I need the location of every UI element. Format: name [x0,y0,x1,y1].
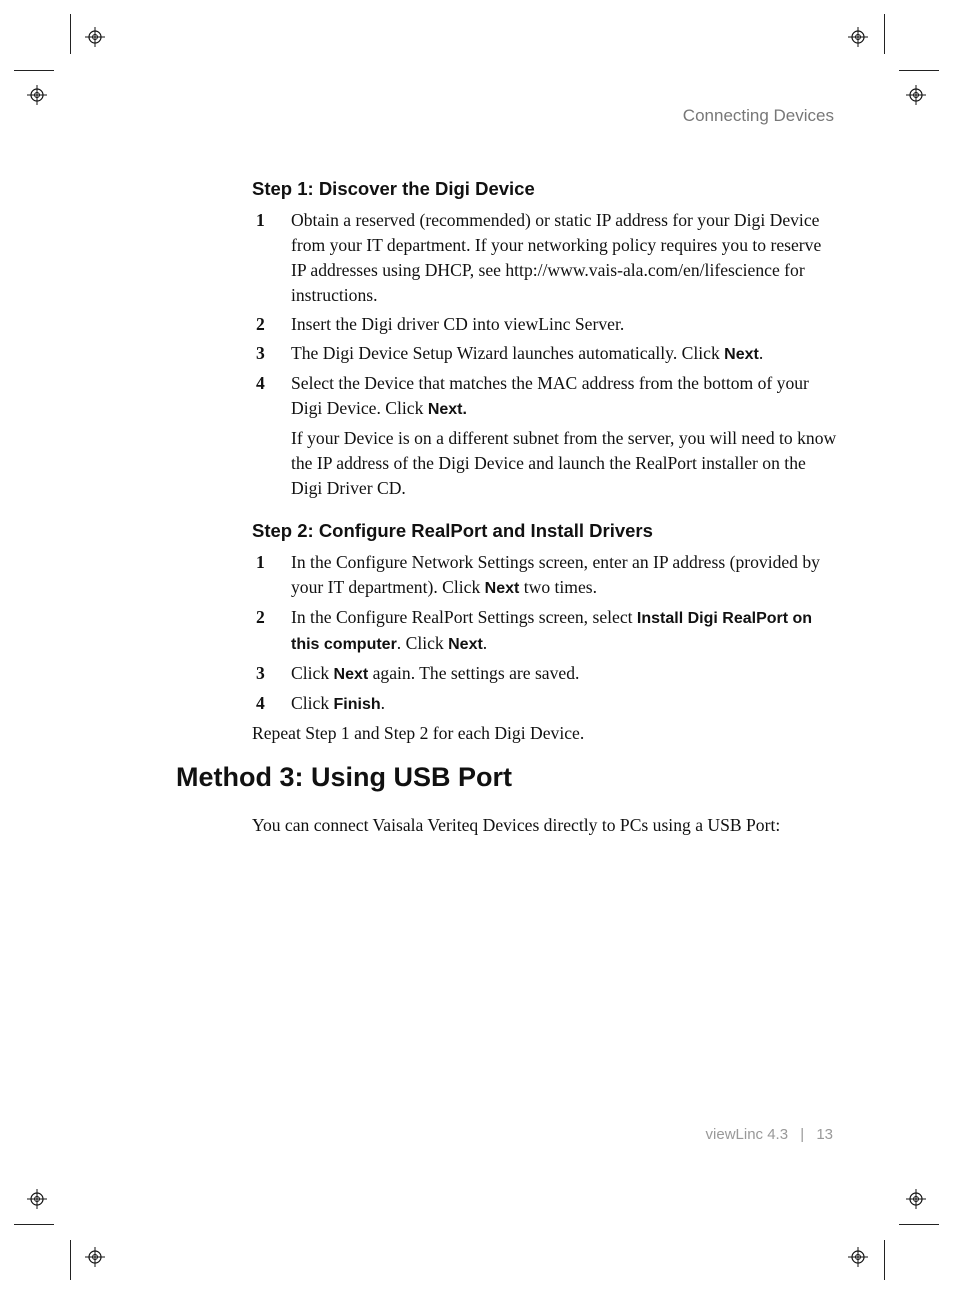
registration-mark-icon [848,1247,868,1267]
ui-label-next: Next. [427,401,467,418]
ui-label-finish: Finish [333,696,381,713]
step-text: Click Finish. [291,693,386,713]
running-header: Connecting Devices [682,106,834,125]
page-number: 13 [816,1126,833,1143]
step1-note: If your Device is on a different subnet from the server, you will need to know the IP address of the Digi Device and launch the RealPort installer on the Digi Driver CD. [291,428,837,498]
step-number: 2 [256,607,265,627]
step1-item-2 [252,312,837,337]
step2-item-4 [252,691,837,717]
step-number: 1 [256,210,265,230]
ui-label-next: Next [724,346,759,363]
registration-mark-icon [27,85,47,105]
registration-mark-icon [848,27,868,47]
ui-label-install-digi-realport: Install Digi RealPort on this computer [291,610,813,653]
step-text: Select the Device that matches the MAC address from the bottom of your Digi Device. Click Next. [291,373,809,418]
ui-label-next: Next [484,580,520,597]
step-number: 4 [256,693,265,713]
page-content [252,178,837,746]
step-number: 3 [256,343,265,363]
step1-item-4 [252,371,837,422]
step-number: 4 [256,373,265,393]
step1-item-1 [252,208,837,308]
step2-item-1 [252,550,837,601]
step2-item-2 [252,605,837,657]
step2-heading: Step 2: Configure RealPort and Install Drivers [252,520,653,541]
step1-item-3 [252,341,837,367]
footer-separator: | [800,1126,805,1143]
footer-product: viewLinc 4.3 [705,1126,789,1143]
registration-mark-icon [85,27,105,47]
ui-label-next: Next [448,636,483,653]
step-number: 1 [256,552,265,572]
step-text: In the Configure Network Settings screen, enter an IP address (provided by your IT department). Click Next two times. [291,552,820,597]
method3-heading: Method 3: Using USB Port [176,762,512,792]
registration-mark-icon [906,1189,926,1209]
step-number: 2 [256,314,265,334]
step1-heading: Step 1: Discover the Digi Device [252,178,535,199]
method3-intro: You can connect Vaisala Veriteq Devices directly to PCs using a USB Port: [252,815,781,835]
registration-mark-icon [27,1189,47,1209]
step-text: The Digi Device Setup Wizard launches automatically. Click Next. [291,343,764,363]
step-text: Click Next again. The settings are saved. [291,663,580,683]
step2-item-3 [252,661,837,687]
registration-mark-icon [85,1247,105,1267]
step-text: In the Configure RealPort Settings screen, select Install Digi RealPort on this computer. Click Next. [291,607,813,653]
step-text: Obtain a reserved (recommended) or static IP address for your Digi Device from your IT department. If your networking policy requires you to reserve IP addresses using DHCP, see http://www.vais-ala.com/en/lifescience for instructions. [291,210,822,305]
repeat-instruction: Repeat Step 1 and Step 2 for each Digi Device. [252,723,585,743]
step-text: Insert the Digi driver CD into viewLinc Server. [291,314,625,334]
step-number: 3 [256,663,265,683]
page-footer [706,1126,833,1143]
registration-mark-icon [906,85,926,105]
ui-label-next: Next [333,666,369,683]
